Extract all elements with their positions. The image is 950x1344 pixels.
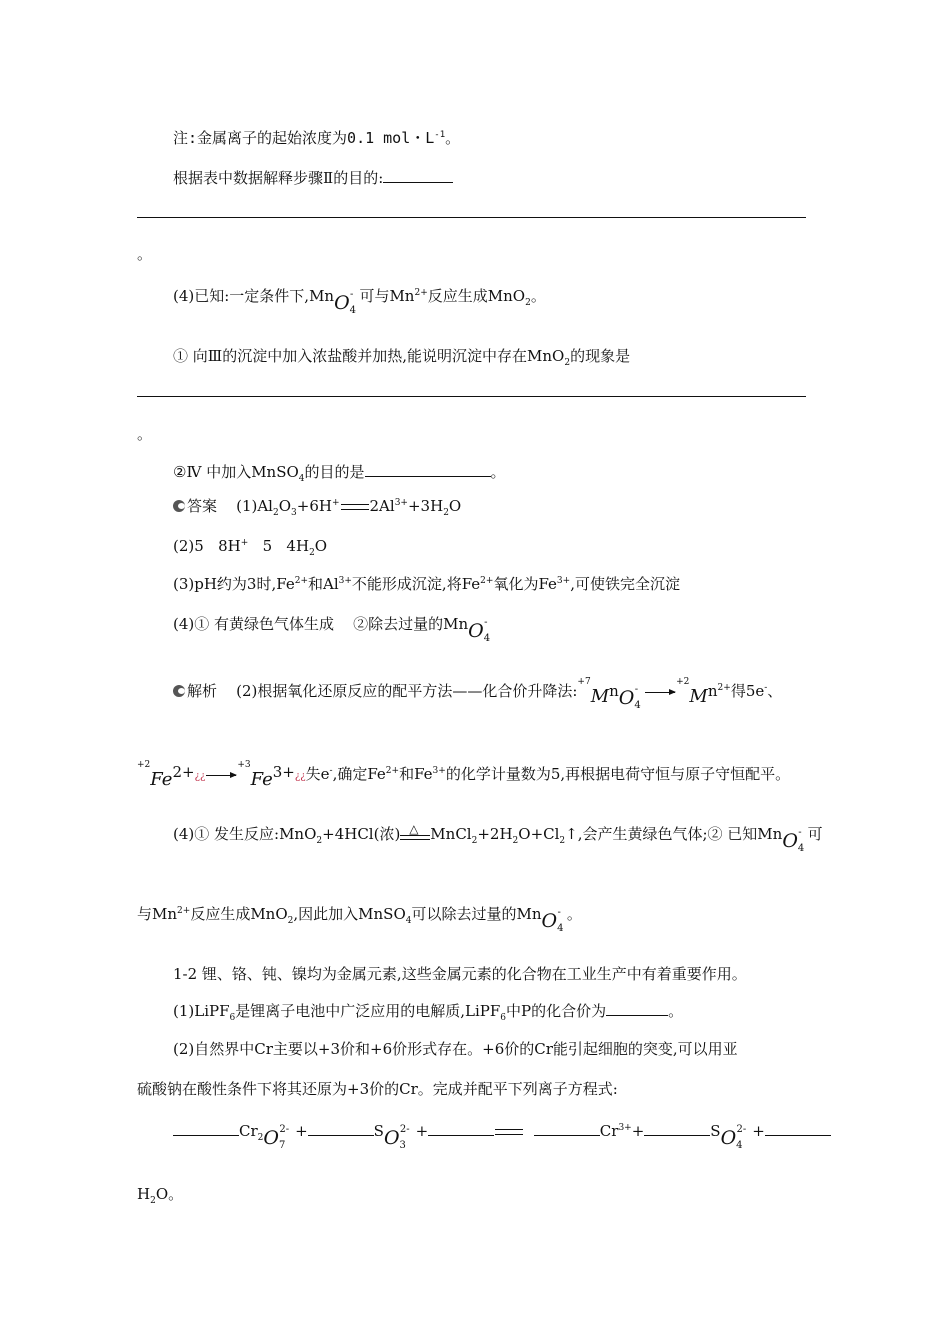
permanganate-ion: $O_4^-$: [468, 617, 491, 644]
coefficient-blank[interactable]: [308, 1121, 374, 1136]
q12-part1: (1)LiPF$_6$是锂离子电池中广泛应用的电解质,LiPF$_6$中P的化合价为 。: [173, 1002, 684, 1023]
answer-line[interactable]: [137, 217, 806, 218]
arrow-icon: [645, 692, 675, 693]
coefficient-blank[interactable]: [428, 1121, 494, 1136]
period: 。: [137, 245, 153, 263]
analysis-line-1: 解析 (2)根据氧化还原反应的配平方法——化合价升降法$:^{+7}MnO_4^{-+2}Mn^{2+}$得5e-、: [173, 680, 782, 704]
analysis-label: 解析: [187, 682, 218, 700]
answer-line-3: (3)pH约为3时$,Fe^{2+}$和$Al^{3+}$不能形成沉淀,将$Fe^{2+}$氧化为$Fe^{3+}$,可使铁完全沉淀: [173, 575, 680, 593]
sulfate-ion: $O_4^{2-}$: [720, 1124, 747, 1151]
coefficient-blank[interactable]: [765, 1121, 831, 1136]
answer-label: 答案: [187, 497, 218, 515]
coefficient-blank[interactable]: [644, 1121, 710, 1136]
equals-sign-icon: [341, 504, 369, 510]
q12-part2-line1: (2)自然界中Cr主要以+3价和+6价形式存在。+6价的Cr能引起细胞的突变,可以用亚: [173, 1040, 738, 1058]
analysis-line-4: 与$Mn^{2+}$反应生成MnO$_2$,因此加入MnSO$_4$可以除去过量的MnO$_4$- 。: [137, 905, 582, 934]
permanganate-ion: $O_4^-$: [541, 907, 564, 934]
permanganate-ion: $O_4^-$: [782, 827, 805, 854]
arrow-icon: [206, 775, 236, 776]
equals-sign-icon: [495, 1129, 523, 1135]
heat-equals-icon: △: [400, 825, 430, 845]
q12-intro: 1-2 锂、铬、钝、镍均为金属元素,这些金属元素的化合物在工业生产中有着重要作用。: [173, 965, 747, 983]
answer-blank[interactable]: [606, 1001, 668, 1016]
note-line: 注:金属离子的起始浓度为0.1 mol・$L^{-1}$。: [173, 129, 461, 147]
period: 。: [137, 425, 153, 443]
answer-line-1: 答案 $(1)Al_2O_3+6H^+$ $2Al^{3+}+3H_2O$: [173, 496, 461, 516]
permanganate-ion: $O_4^-$: [618, 684, 641, 711]
ionic-equation: $Cr_2O_7^{2-} + SO_3^{2-} + Cr^{3+}+ SO_4^{2-}$ +: [173, 1120, 831, 1144]
dichromate-ion: $O_7^{2-}$: [263, 1124, 290, 1151]
analysis-line-2: $^{+2}$Fe2+¿¿$^{+3}$Fe3+¿¿失e-,确定$Fe^{2+}$和$Fe^{3+}$的化学计量数为5,再根据电荷守恒与原子守恒配平。: [137, 760, 791, 790]
q4-line: (4)已知:一定条件下,MnO$_4$- 可与$Mn^{2+}$反应生成MnO$_2$。: [173, 287, 546, 316]
answer-line[interactable]: [137, 396, 806, 397]
q4-sub1: ① 向Ⅲ的沉淀中加入浓盐酸并加热,能说明沉淀中存在MnO$_2$的现象是: [173, 347, 631, 368]
coefficient-blank[interactable]: [534, 1121, 600, 1136]
q3-prompt: 根据表中数据解释步骤Ⅱ的目的:: [173, 168, 453, 188]
coefficient-blank[interactable]: [173, 1121, 239, 1136]
q4-sub2: ②Ⅳ 中加入MnSO$_4$的目的是 。: [173, 463, 506, 484]
answer-blank[interactable]: [365, 462, 491, 477]
sulfite-ion: $O_3^{2-}$: [383, 1124, 410, 1151]
answer-line-2: (2)5 8H+ 5 $4H_2O$: [173, 537, 328, 558]
equation-tail: $H_2O$。: [137, 1185, 184, 1206]
analysis-badge-icon: [173, 685, 185, 697]
answer-line-4: (4)① 有黄绿色气体生成 ②除去过量的MnO$_4$-: [173, 613, 493, 637]
analysis-line-3: (4)① 发生反应:MnO$_2$+4HCl(浓) △ $MnCl_2+2H_2O+Cl_2↑$,会产生黄绿色气体;② 已知MnO$_4$- 可: [173, 822, 823, 854]
answer-badge-icon: [173, 500, 185, 512]
permanganate-ion: $O_4^-$: [334, 289, 357, 316]
answer-blank[interactable]: [383, 168, 453, 183]
q12-part2-line2: 硫酸钠在酸性条件下将其还原为+3价的Cr。完成并配平下列离子方程式:: [137, 1080, 618, 1098]
